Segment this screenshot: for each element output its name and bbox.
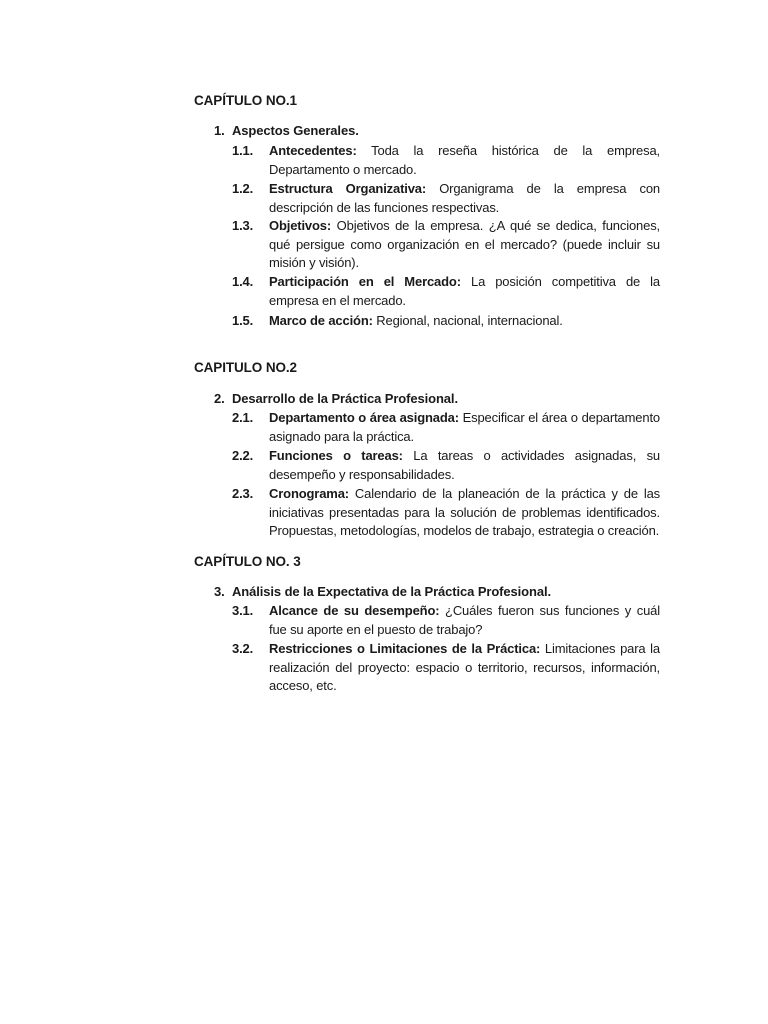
item-1-5 bbox=[232, 312, 660, 331]
item-term: Restricciones o Limitaciones de la Práctica: bbox=[269, 641, 541, 656]
item-2-3 bbox=[232, 485, 660, 541]
item-term: Participación en el Mercado: bbox=[269, 274, 461, 289]
item-text: Limitaciones para la realización del proyecto: espacio o territorio, recursos, información, acceso, etc. bbox=[269, 641, 660, 693]
section-2-number: 2. bbox=[214, 391, 225, 406]
section-1-heading bbox=[214, 123, 359, 138]
item-1-4 bbox=[232, 273, 660, 310]
section-1-title: Aspectos Generales. bbox=[232, 123, 359, 138]
chapter-2-title: CAPITULO NO.2 bbox=[194, 360, 297, 375]
item-2-1 bbox=[232, 409, 660, 446]
item-term: Alcance de su desempeño: bbox=[269, 603, 440, 618]
item-number: 2.3. bbox=[232, 486, 254, 501]
item-text: La tareas o actividades asignadas, su desempeño y responsabilidades. bbox=[269, 448, 660, 482]
section-2-heading bbox=[214, 391, 458, 406]
section-1-number: 1. bbox=[214, 123, 225, 138]
item-term: Funciones o tareas: bbox=[269, 448, 403, 463]
item-text: Organigrama de la empresa con descripción de las funciones respectivas. bbox=[269, 181, 660, 215]
item-1-2 bbox=[232, 180, 660, 217]
item-term: Marco de acción: bbox=[269, 313, 373, 328]
item-3-2 bbox=[232, 640, 660, 696]
item-number: 2.2. bbox=[232, 448, 254, 463]
section-3-number: 3. bbox=[214, 584, 225, 599]
item-1-1 bbox=[232, 142, 660, 179]
item-term: Objetivos: bbox=[269, 218, 332, 233]
item-2-2 bbox=[232, 447, 660, 484]
item-term: Departamento o área asignada: bbox=[269, 410, 459, 425]
item-3-1 bbox=[232, 602, 660, 639]
item-term: Estructura Organizativa: bbox=[269, 181, 427, 196]
section-3-title: Análisis de la Expectativa de la Práctica Profesional. bbox=[232, 584, 552, 599]
item-term: Cronograma: bbox=[269, 486, 349, 501]
item-number: 1.5. bbox=[232, 313, 254, 328]
item-number: 2.1. bbox=[232, 410, 254, 425]
item-text: Regional, nacional, internacional. bbox=[376, 313, 563, 328]
section-2-title: Desarrollo de la Práctica Profesional. bbox=[232, 391, 458, 406]
item-text: ¿Cuáles fueron sus funciones y cuál fue su aporte en el puesto de trabajo? bbox=[269, 603, 661, 637]
item-number: 1.3. bbox=[232, 218, 254, 233]
item-number: 3.1. bbox=[232, 603, 254, 618]
item-text: Objetivos de la empresa. ¿A qué se dedica, funciones, qué persigue como organización en el mercado? (puede incluir su misión y visión). bbox=[269, 218, 661, 270]
item-text: La posición competitiva de la empresa en el mercado. bbox=[269, 274, 660, 308]
section-3-heading bbox=[214, 584, 551, 599]
item-number: 1.1. bbox=[232, 143, 254, 158]
item-number: 3.2. bbox=[232, 641, 254, 656]
chapter-1-title: CAPÍTULO NO.1 bbox=[194, 93, 297, 108]
item-text: Toda la reseña histórica de la empresa, Departamento o mercado. bbox=[269, 143, 660, 177]
chapter-3-title: CAPÍTULO NO. 3 bbox=[194, 554, 301, 569]
item-1-3 bbox=[232, 217, 660, 273]
item-text: Especificar el área o departamento asignado para la práctica. bbox=[269, 410, 660, 444]
item-term: Antecedentes: bbox=[269, 143, 357, 158]
item-text: Calendario de la planeación de la práctica y de las iniciativas presentadas para la solución de problemas identificados. Propuestas, metodologías, modelos de trabajo, estrategia o creación. bbox=[269, 486, 660, 538]
item-number: 1.4. bbox=[232, 274, 254, 289]
item-number: 1.2. bbox=[232, 181, 254, 196]
